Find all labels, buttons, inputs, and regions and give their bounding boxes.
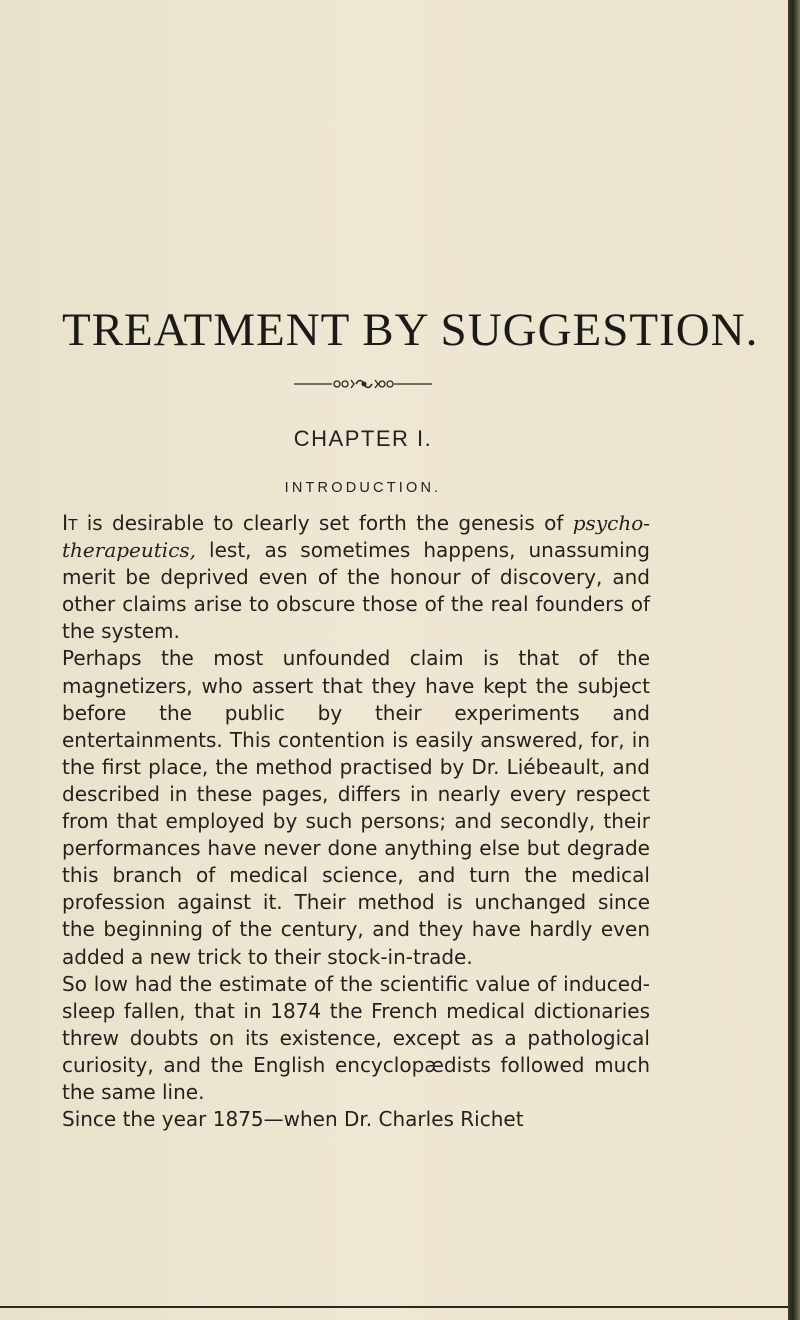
paragraph-2: Perhaps the most unfounded claim is that of the magnetizers, who assert that they have kept the subject before the public by their experiments and entertainments. This contention is easily answered, for, in the first place, the method practised by Dr. Liébeault, and described in these pages, differs in nearly every respect from that employed by such persons; and secondly, their performances have never done anything else but degrade this branch of medical science, and turn the medical profession against it. Their method is unchanged since the beginning of the century, and they have hardly even added a new trick to their stock-in-trade.	[62, 646, 650, 969]
bottom-edge-line	[0, 1306, 788, 1308]
chapter-heading: CHAPTER I.	[293, 426, 433, 451]
drop-lead-word: It	[62, 511, 78, 535]
page-title: TREATMENT BY SUGGESTION.	[62, 304, 759, 356]
paragraph-1	[62, 510, 650, 645]
paragraph-1-text-a: is desirable to clearly set forth the genesis of	[77, 511, 573, 535]
binding-edge	[788, 0, 800, 1320]
paragraph-1-text-b: lest, as sometimes happens, unassuming merit be deprived even of the honour of discovery, and other claims arise to obscure those of the real founders of the system.	[62, 538, 650, 644]
paragraph-1-italic-term: psycho-therapeutics,	[62, 511, 650, 563]
decorative-rule-icon	[294, 374, 432, 394]
paragraph-4: Since the year 1875—when Dr. Charles Richet	[62, 1107, 524, 1132]
body-text	[62, 510, 650, 1133]
section-heading: INTRODUCTION.	[284, 480, 442, 496]
paragraph-3: So low had the estimate of the scientific value of induced-sleep fallen, that in 1874 the French medical dictionaries threw doubts on its existence, except as a pathological curiosity, and the English encyclopædists followed much the same line.	[62, 971, 650, 1104]
